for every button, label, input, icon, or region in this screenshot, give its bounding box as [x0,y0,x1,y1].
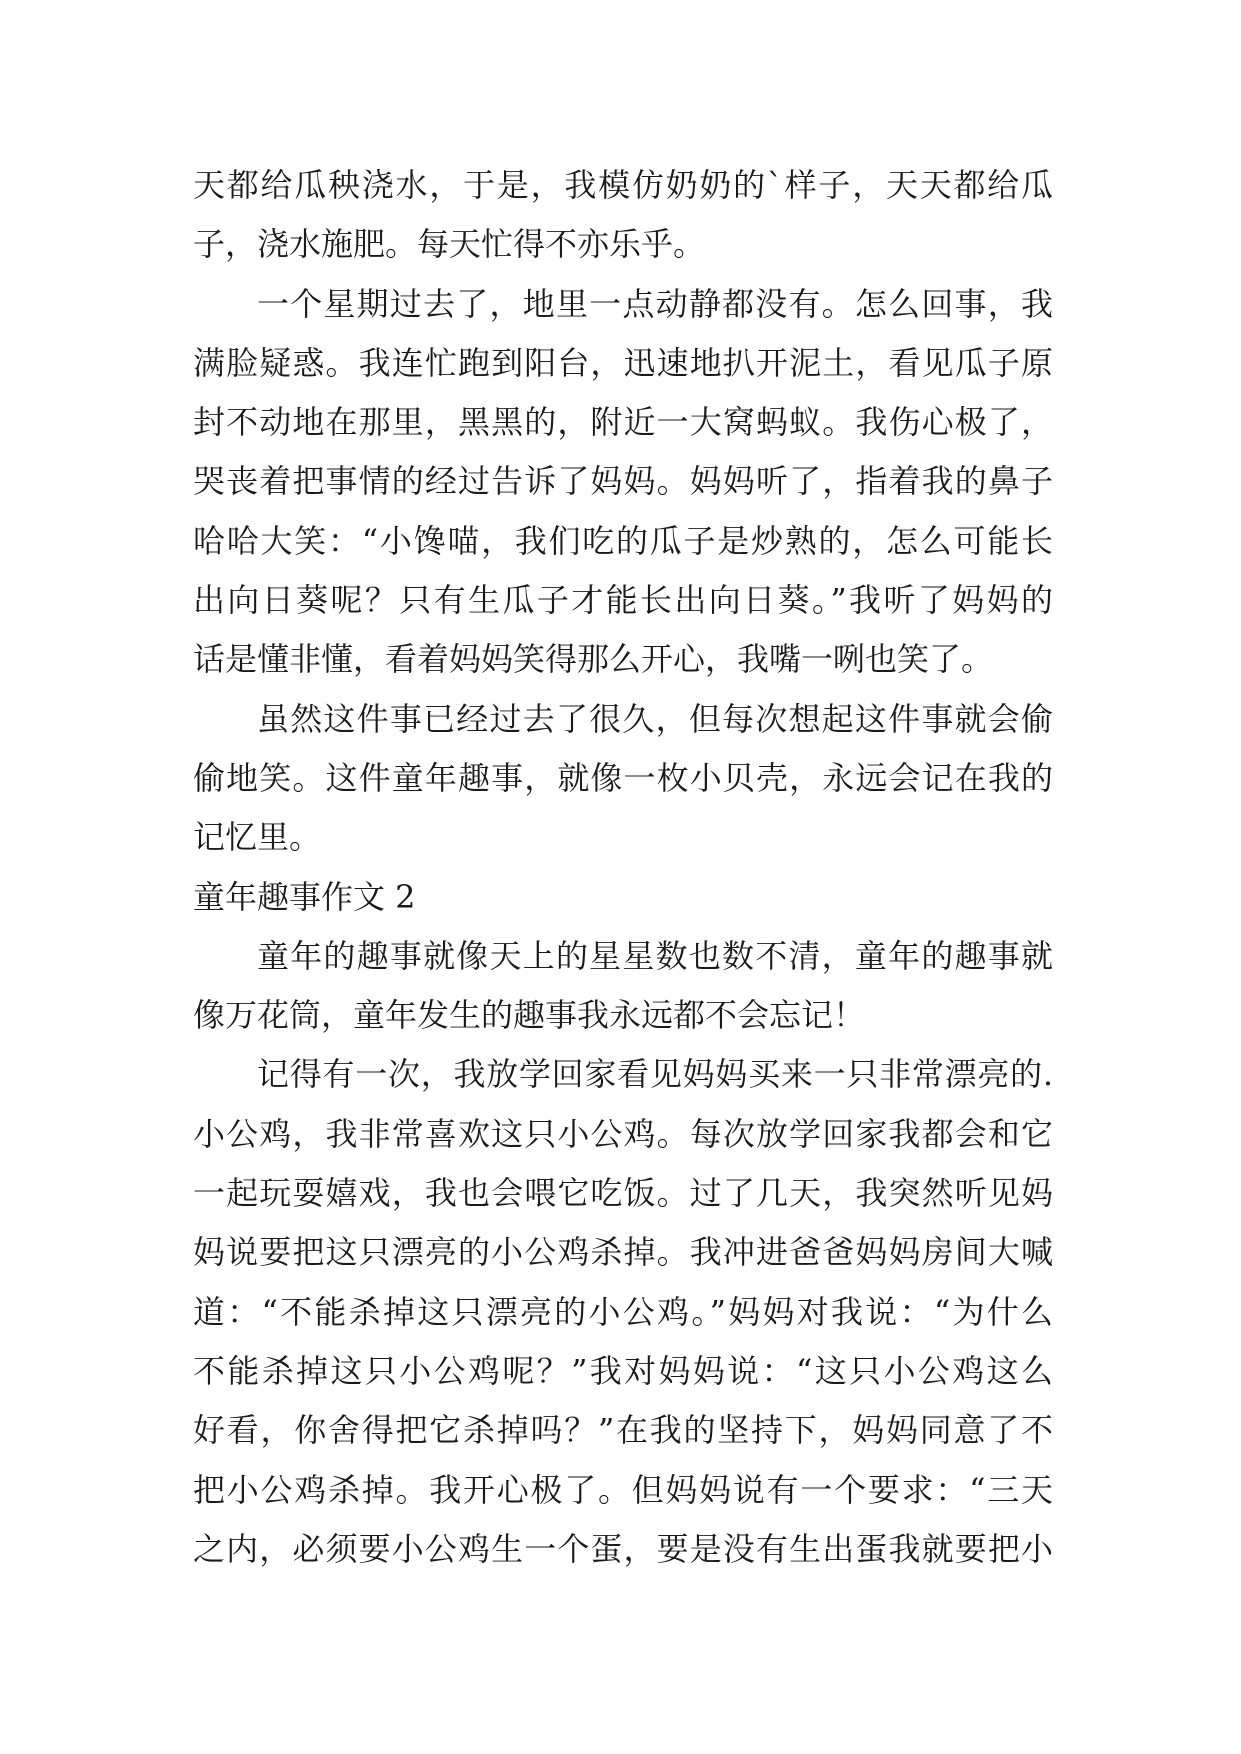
paragraph-line: 不能杀掉这只小公鸡呢？”我对妈妈说：“这只小公鸡这么 [193,1351,1053,1390]
paragraph-line: 话是懂非懂，看着妈妈笑得那么开心，我嘴一咧也笑了。 [193,640,994,679]
paragraph-line: 封不动地在那里，黑黑的，附近一大窝蚂蚁。我伤心极了， [193,403,1053,442]
paragraph-line: 童年的趣事就像天上的星星数也数不清，童年的趣事就 [257,936,1053,975]
paragraph-line: 小公鸡，我非常喜欢这只小公鸡。每次放学回家我都会和它 [193,1114,1053,1153]
paragraph-line: 哭丧着把事情的经过告诉了妈妈。妈妈听了，指着我的鼻子 [193,462,1053,501]
paragraph-line: 之内，必须要小公鸡生一个蛋，要是没有生出蛋我就要把小 [193,1529,1053,1568]
paragraph-line: 记得有一次，我放学回家看见妈妈买来一只非常漂亮的. [257,1055,1053,1094]
paragraph-line: 好看，你舍得把它杀掉吗？”在我的坚持下，妈妈同意了不 [193,1411,1053,1450]
paragraph-line: 把小公鸡杀掉。我开心极了。但妈妈说有一个要求：“三天 [193,1470,1053,1509]
paragraph-line: 一个星期过去了，地里一点动静都没有。怎么回事，我 [257,284,1053,323]
paragraph-line: 天都给瓜秧浇水，于是，我模仿奶奶的`样子，天天都给瓜 [193,166,1053,204]
paragraph-line: 哈哈大笑：“小馋喵，我们吃的瓜子是炒熟的，怎么可能长 [193,521,1053,560]
paragraph-line: 出向日葵呢？只有生瓜子才能长出向日葵。”我听了妈妈的 [193,581,1053,620]
document-body [193,156,1053,1579]
paragraph-line: 满脸疑惑。我连忙跑到阳台，迅速地扒开泥土，看见瓜子原 [193,343,1053,382]
paragraph-line: 偷地笑。这件童年趣事，就像一枚小贝壳，永远会记在我的 [193,758,1053,797]
paragraph-line: 一起玩耍嬉戏，我也会喂它吃饭。过了几天，我突然听见妈 [193,1174,1053,1213]
paragraph-line: 道：“不能杀掉这只漂亮的小公鸡。”妈妈对我说：“为什么 [193,1292,1053,1331]
section-heading: 童年趣事作文 2 [193,877,416,916]
paragraph-line: 记忆里。 [193,818,322,857]
paragraph-line: 妈说要把这只漂亮的小公鸡杀掉。我冲进爸爸妈妈房间大喊 [193,1233,1053,1272]
paragraph-line: 像万花筒，童年发生的趣事我永远都不会忘记！ [193,996,866,1035]
paragraph-line: 虽然这件事已经过去了很久，但每次想起这件事就会偷 [257,699,1053,738]
paragraph-line: 子，浇水施肥。每天忙得不亦乐乎。 [193,225,706,264]
